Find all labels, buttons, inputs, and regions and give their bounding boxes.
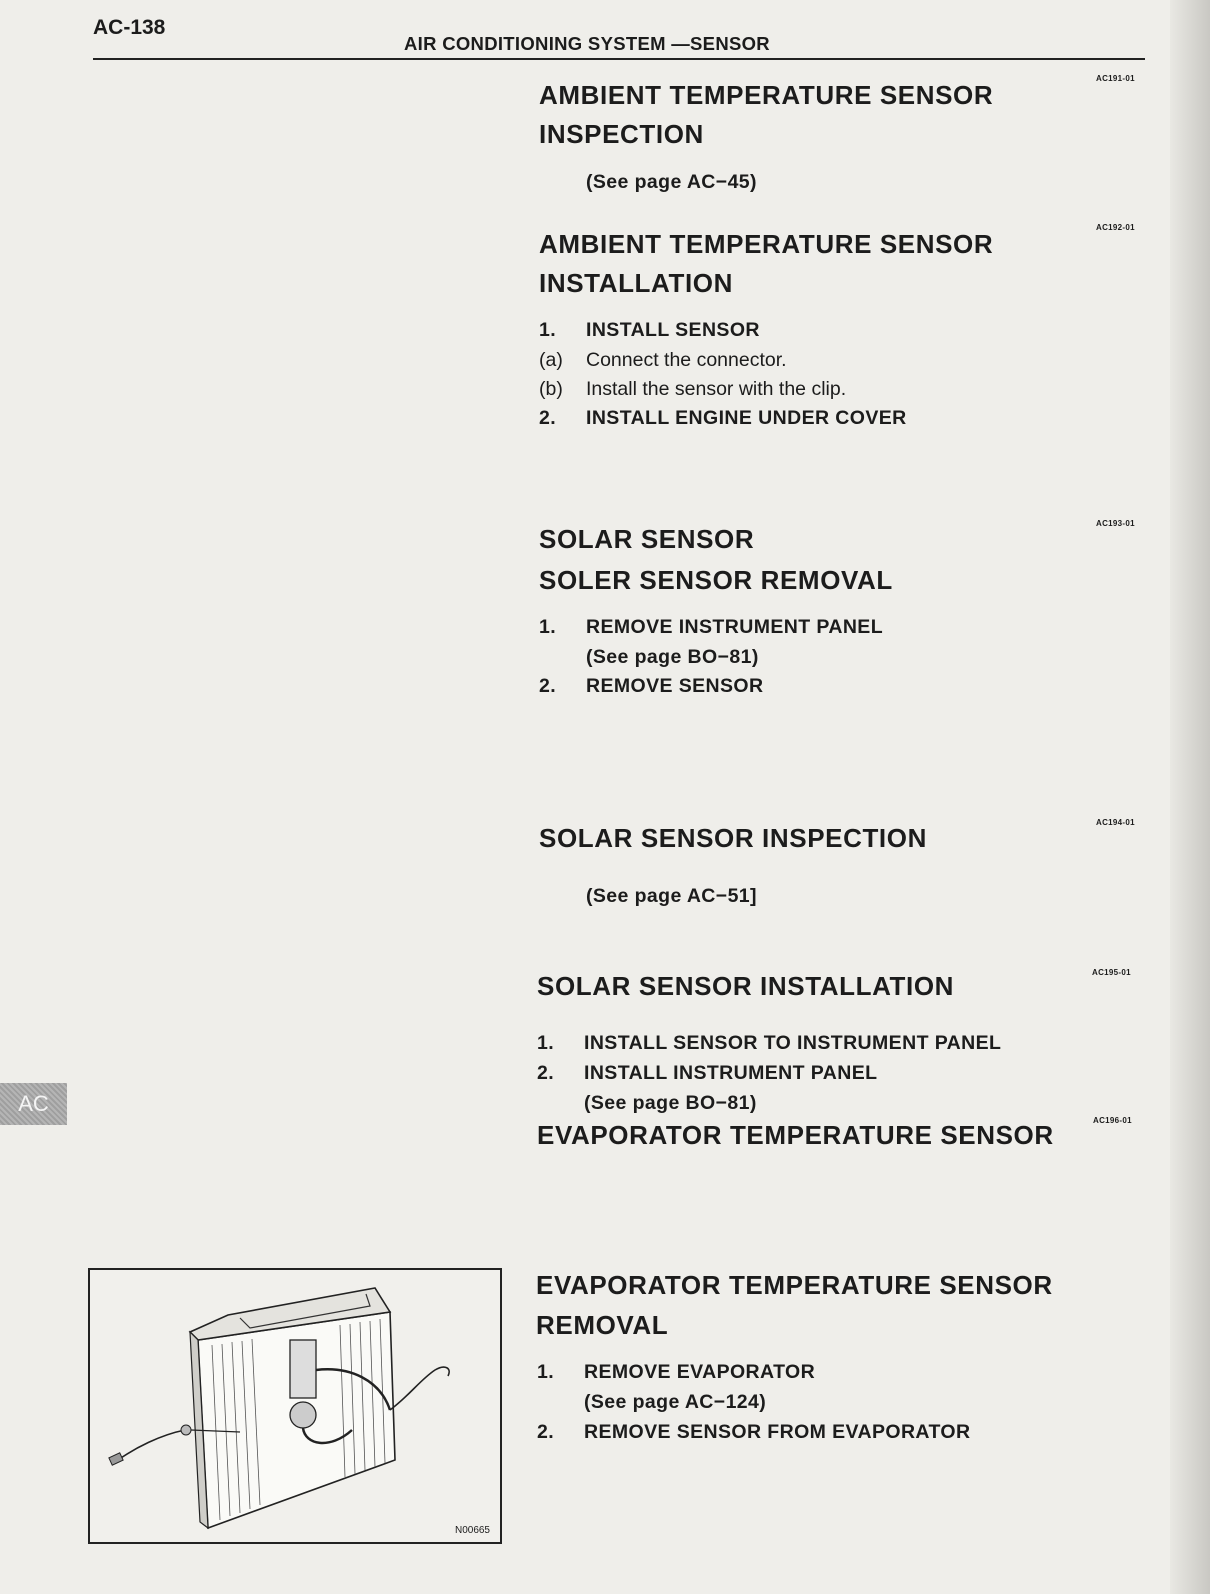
step-item: 1. INSTALL SENSOR	[539, 319, 760, 341]
heading-solar-removal: SOLER SENSOR REMOVAL	[539, 565, 893, 595]
evaporator-illustration-icon	[90, 1270, 500, 1542]
step-item: 2. INSTALL INSTRUMENT PANEL	[537, 1062, 878, 1084]
step-item: 1. REMOVE EVAPORATOR	[537, 1361, 816, 1383]
evaporator-figure	[88, 1268, 502, 1544]
section-ref-solar-removal: AC193-01	[1096, 519, 1135, 528]
step-item: 1. REMOVE INSTRUMENT PANEL	[539, 616, 884, 638]
step-item: (b) Install the sensor with the clip.	[539, 378, 847, 400]
see-page-reference: (See page AC−45)	[586, 171, 757, 193]
section-ref-ambient-installation: AC192-01	[1096, 223, 1135, 232]
heading-solar-sensor: SOLAR SENSOR	[539, 524, 755, 554]
heading-ambient-installation-line1: AMBIENT TEMPERATURE SENSOR	[539, 229, 994, 259]
heading-solar-installation: SOLAR SENSOR INSTALLATION	[537, 971, 955, 1001]
step-item: (See page BO−81)	[586, 646, 759, 668]
section-ref-solar-inspection: AC194-01	[1096, 818, 1135, 827]
page-number: AC-138	[93, 16, 166, 39]
step-item: (a) Connect the connector.	[539, 349, 787, 371]
figure-code: N00665	[454, 1525, 490, 1536]
step-item: 2. INSTALL ENGINE UNDER COVER	[539, 407, 907, 429]
running-title: AIR CONDITIONING SYSTEM —SENSOR	[404, 33, 770, 54]
header-rule	[93, 58, 1145, 60]
heading-evaporator-sensor: EVAPORATOR TEMPERATURE SENSOR	[537, 1120, 1054, 1150]
step-item: (See page AC−124)	[584, 1391, 767, 1413]
section-ref-solar-installation: AC195-01	[1092, 968, 1131, 977]
heading-solar-inspection: SOLAR SENSOR INSPECTION	[539, 823, 927, 853]
page-edge	[1170, 0, 1210, 1594]
section-tab-ac: AC	[0, 1083, 67, 1125]
heading-ambient-installation-line2: INSTALLATION	[539, 268, 733, 298]
step-item: 1. INSTALL SENSOR TO INSTRUMENT PANEL	[537, 1032, 1002, 1054]
step-item: (See page BO−81)	[584, 1092, 757, 1114]
section-ref-ambient-inspection: AC191-01	[1096, 74, 1135, 83]
section-ref-evaporator: AC196-01	[1093, 1116, 1132, 1125]
heading-evaporator-removal-line2: REMOVAL	[536, 1310, 669, 1340]
step-item: 2. REMOVE SENSOR FROM EVAPORATOR	[537, 1421, 971, 1443]
heading-evaporator-removal-line1: EVAPORATOR TEMPERATURE SENSOR	[536, 1270, 1053, 1300]
step-item: 2. REMOVE SENSOR	[539, 675, 764, 697]
heading-ambient-inspection-line2: INSPECTION	[539, 119, 704, 149]
see-page-reference: (See page AC−51]	[586, 885, 757, 907]
heading-ambient-inspection-line1: AMBIENT TEMPERATURE SENSOR	[539, 80, 994, 110]
